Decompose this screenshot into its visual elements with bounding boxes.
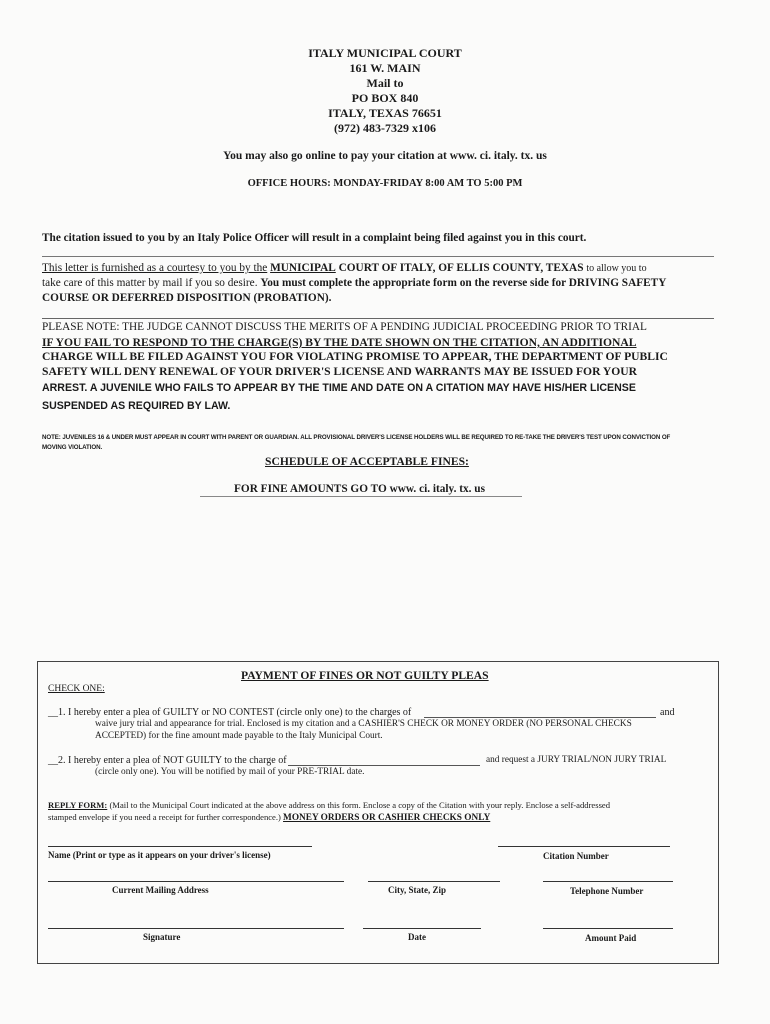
court-of-italy: COURT OF ITALY, OF ELLIS COUNTY, TEXAS [338,262,584,274]
please-note-line-4: SAFETY WILL DENY RENEWAL OF YOUR DRIVER'S LICENSE AND WARRANTS MAY BE ISSUED FOR YOUR [42,365,638,378]
amount-paid-field[interactable] [543,928,673,929]
courtesy-text: This letter is furnished as a courtesy to you by the [42,262,268,274]
reply-form-line-2 [48,812,490,823]
option-1-line-2: waive jury trial and appearance for trial. Enclosed is my citation and a CASHIER'S CHECK OR MONEY ORDER (NO PERSONAL CHECKS [95,719,632,729]
city-state-zip: ITALY, TEXAS 76651 [328,106,442,120]
must-complete-text: You must complete the appropriate form on the reverse side for DRIVING SAFETY [260,277,667,289]
court-name: ITALY MUNICIPAL COURT [308,46,462,60]
option-1-line-3: ACCEPTED) for the fine amount made payable to the Italy Municipal Court. [95,731,383,741]
courtesy-line-1 [42,261,647,277]
signature-label: Signature [143,932,181,942]
city-state-zip-label: City, State, Zip [388,885,447,895]
please-note-line-5: ARREST. A JUVENILE WHO FAILS TO APPEAR BY THE TIME AND DATE ON A CITATION MAY HAVE HIS/HER LICENSE [42,382,636,394]
telephone-field[interactable] [543,881,673,882]
courtesy-line-2 [42,276,666,292]
please-note-line-6: SUSPENDED AS REQUIRED BY LAW. [42,400,231,412]
payment-title: PAYMENT OF FINES OR NOT GUILTY PLEAS [241,669,489,682]
citation-notice: The citation issued to you by an Italy Police Officer will result in a complaint being filed against you in this court. [42,232,587,244]
juvenile-note-line-2: MOVING VIOLATION. [42,444,103,451]
option-2-line-2: (circle only one). You will be notified by mail of your PRE-TRIAL date. [95,767,365,777]
option-2-jury: and request a JURY TRIAL/NON JURY TRIAL [486,755,667,765]
date-label: Date [408,932,426,942]
municipal-word: MUNICIPAL [270,262,336,274]
reply-form-text: (Mail to the Municipal Court indicated at the above address on this form. Enclose a copy of the Citation with your reply. Enclose a self-addressed [109,800,611,810]
fines-underline [200,496,522,497]
signature-field[interactable] [48,928,344,929]
telephone-label: Telephone Number [570,886,644,896]
please-note-line-3: CHARGE WILL BE FILED AGAINST YOU FOR VIOLATING PROMISE TO APPEAR, THE DEPARTMENT OF PUBLIC [42,350,668,363]
charges-blank[interactable] [424,717,656,718]
online-payment-line: You may also go online to pay your citation at www. ci. italy. tx. us [223,150,547,162]
divider [42,318,714,319]
court-street: 161 W. MAIN [349,61,421,75]
office-hours: OFFICE HOURS: MONDAY-FRIDAY 8:00 AM TO 5:00 PM [247,178,523,189]
name-field-label: Name (Print or type as it appears on your driver's license) [48,850,271,860]
fines-schedule-title: SCHEDULE OF ACCEPTABLE FINES: [265,455,469,468]
option-1-line-1[interactable]: __1. I hereby enter a plea of GUILTY or NO CONTEST (circle only one) to the charges of [48,707,412,718]
mail-to-label: Mail to [366,76,404,90]
po-box: PO BOX 840 [351,91,419,105]
reply-form-label: REPLY FORM: [48,800,108,810]
date-field[interactable] [363,928,481,929]
reply-form-envelope: stamped envelope if you need a receipt for further correspondence.) [48,812,281,822]
mailing-address-field[interactable] [48,881,344,882]
city-state-zip-field[interactable] [368,881,500,882]
juvenile-note-line-1: NOTE: JUVENILES 16 & UNDER MUST APPEAR IN COURT WITH PARENT OR GUARDIAN. ALL PROVISIONAL DRIVER'S LICENSE HOLDERS WILL BE REQUIRED TO RE-TAKE THE DRIVER'S TEST UPON CONVICTION OF [42,434,671,441]
court-phone: (972) 483-7329 x106 [334,121,436,135]
citation-number-field[interactable] [498,846,670,847]
fines-link[interactable]: FOR FINE AMOUNTS GO TO www. ci. italy. tx. us [234,483,485,495]
courtesy-mail-text: take care of this matter by mail if you so desire. [42,277,258,289]
amount-paid-label: Amount Paid [585,933,637,943]
reply-form-line-1 [48,800,610,810]
option-2-line-1[interactable]: __2. I hereby enter a plea of NOT GUILTY to the charge of [48,755,287,766]
not-guilty-charge-blank[interactable] [288,765,480,766]
mailing-address-label: Current Mailing Address [112,885,209,895]
money-orders-only: MONEY ORDERS OR CASHIER CHECKS ONLY [283,813,491,823]
check-one-label: CHECK ONE: [48,684,105,694]
name-field[interactable] [48,846,312,847]
option-1-and: and [660,707,675,718]
citation-number-label: Citation Number [543,851,609,861]
divider [42,256,714,257]
please-note-line-1: PLEASE NOTE: THE JUDGE CANNOT DISCUSS THE MERITS OF A PENDING JUDICIAL PROCEEDING PRIOR TO TRIAL [42,321,647,333]
courtesy-line-3: COURSE OR DEFERRED DISPOSITION (PROBATION). [42,292,332,304]
courtesy-tail: to allow you to [586,263,647,274]
please-note-line-2: IF YOU FAIL TO RESPOND TO THE CHARGE(S) BY THE DATE SHOWN ON THE CITATION, AN ADDITIONAL [42,336,637,349]
